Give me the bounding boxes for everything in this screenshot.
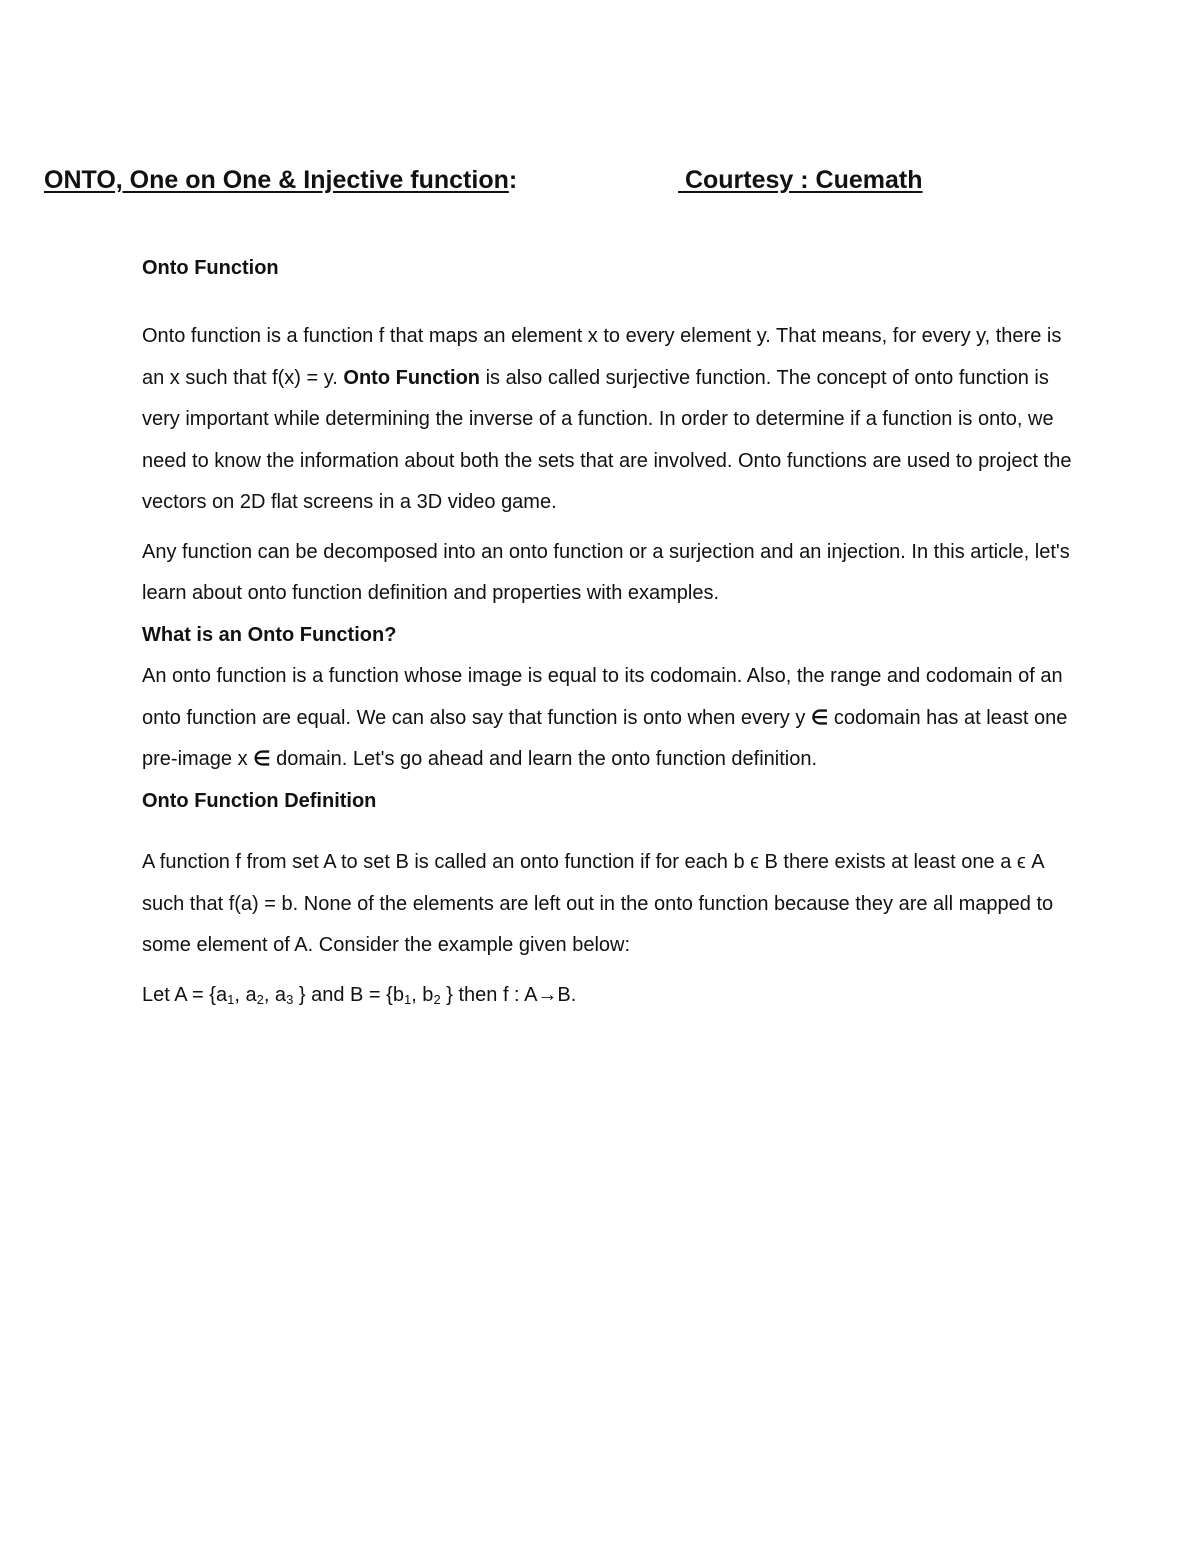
- element-of-symbol: ∈: [810, 706, 829, 729]
- example-text: , a: [263, 983, 287, 1006]
- paragraph-intro-part-a: Onto function is a function f that maps an element x to every element y. That means, for every y, there is an x such that f(x) = y.: [142, 325, 1062, 389]
- heading-definition: Onto Function Definition: [142, 789, 377, 812]
- example-text: Let A = {a: [142, 983, 228, 1006]
- subscript: 1: [403, 991, 412, 1007]
- document-body: [142, 254, 1072, 1016]
- subscript: 1: [227, 991, 235, 1007]
- document-title-row: [44, 166, 1144, 206]
- subscript: 2: [256, 991, 264, 1007]
- document-title-colon: :: [508, 166, 518, 194]
- example-text: } and B = {b: [293, 983, 404, 1006]
- example-text: } then f : A→B.: [440, 983, 577, 1006]
- element-of-symbol: ∈: [253, 748, 271, 770]
- paragraph-intro-part-c: is also called surjective function. The concept of onto function is very important while determining the inverse of a function. In order to determine if a function is onto, we need to know the information about both the sets that are involved. Onto functions are used to project the vectors on 2D flat screens in a 3D video game.: [142, 366, 1072, 513]
- paragraph-definition: A function f from set A to set B is called an onto function if for each b ϵ B there exists at least one a ϵ A such that f(a) = b. None of the elements are left out in the onto function because they are all mapped to some element of A. Consider the example given below:: [142, 851, 1054, 956]
- paragraph-decompose: Any function can be decomposed into an onto function or a surjection and an injection. In this article, let's learn about onto function definition and properties with examples.: [142, 540, 1070, 604]
- paragraph-what-is: [142, 656, 1072, 781]
- paragraph-example: [142, 975, 1072, 1017]
- example-text: , a: [234, 983, 257, 1006]
- subscript: 2: [433, 991, 441, 1007]
- example-text: , b: [411, 983, 434, 1006]
- courtesy-label: Courtesy : Cuemath: [678, 166, 923, 194]
- paragraph-what-is-part-b: codomain has at least one pre-image x: [142, 706, 1068, 770]
- document-title-main: ONTO, One on One & Injective function: [44, 166, 509, 194]
- paragraph-intro-bold: Onto Function: [343, 366, 481, 389]
- paragraph-intro: [142, 316, 1072, 524]
- paragraph-what-is-part-a: An onto function is a function whose image is equal to its codomain. Also, the range and codomain of an onto function are equal. We can also say that function is onto when every y: [142, 665, 1063, 729]
- heading-what-is-onto: What is an Onto Function?: [142, 623, 397, 646]
- subscript: 3: [286, 991, 294, 1007]
- heading-onto-function: Onto Function: [142, 257, 279, 279]
- document-title: [44, 166, 517, 195]
- paragraph-what-is-part-c: domain. Let's go ahead and learn the onto function definition.: [270, 748, 818, 770]
